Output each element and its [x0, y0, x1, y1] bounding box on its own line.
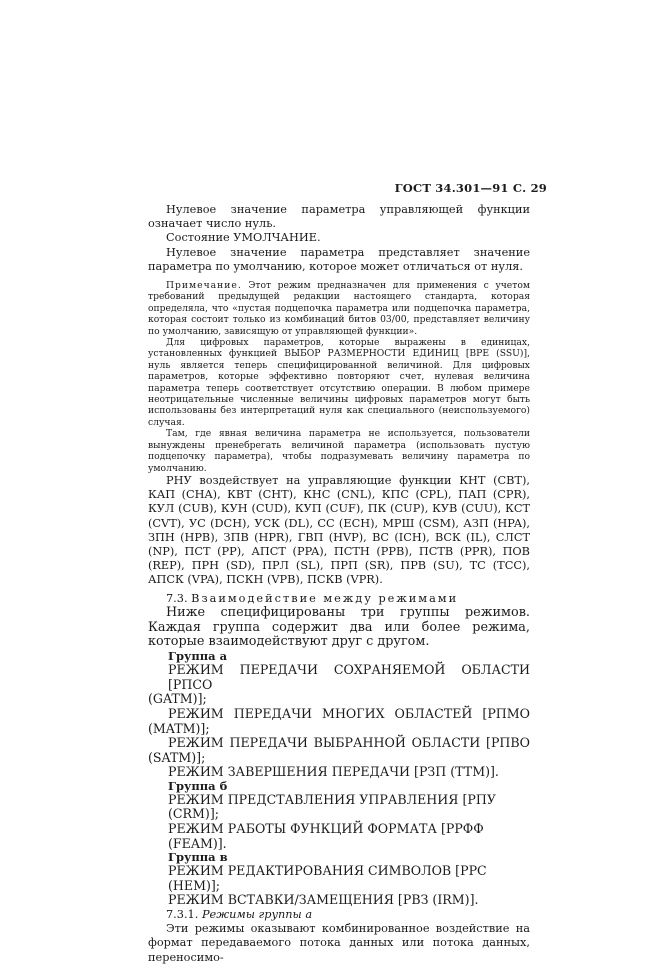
group-c-mode-1: РЕЖИМ РЕДАКТИРОВАНИЯ СИМВОЛОВ [РРС (HEM)];	[168, 863, 487, 893]
group-a-mode-3-line-2: (SATM)];	[148, 749, 206, 765]
paragraph-digital-parameters: Для цифровых параметров, которые выражены в единицах, установленных функцией ВЫБОР РАЗМЕРНОСТИ ЕДИНИЦ [ВРЕ (SSU)], нуль является теперь специфицированной величиной. Для цифровых параметров, которые эффективно повторяют счет, нулевая величина параметра теперь соответствует отсутствию операции. В любом примере неотрицательные численные величины цифровых параметров могут быть использованы без интерпретаций нуля как специального (неиспользуемого) случая.	[148, 337, 530, 428]
section-7-3-number: 7.3.	[166, 591, 188, 605]
group-a-mode-4: РЕЖИМ ЗАВЕРШЕНИЯ ПЕРЕДАЧИ [РЗП (TTM)].	[168, 764, 499, 780]
section-7-3-1-heading	[148, 908, 530, 922]
group-a-mode-2-line-2: (MATM)];	[148, 720, 210, 736]
section-7-3-heading	[148, 592, 530, 606]
group-a-mode-1-line-1: РЕЖИМ ПЕРЕДАЧИ СОХРАНЯЕМОЙ ОБЛАСТИ [РПСО	[168, 662, 530, 692]
note-text: Этот режим предназначен для применения с учетом требований предыдущей редакции настоящего стандарта, которая определяла, что «пустая подцепочка параметра или подцепочка параметра, которая состоит только из комбинаций битов 03/00, представляет величину по умолчанию, зависящую от управляющей функции».	[148, 280, 530, 337]
section-7-3-1-number: 7.3.1.	[166, 908, 199, 922]
page-content	[148, 203, 530, 965]
paragraph-zero-value: Нулевое значение параметра управляющей функции означает число нуль.	[148, 203, 530, 231]
group-b-label: Группа б	[168, 778, 228, 793]
section-7-3-1-text: Эти режимы оказывают комбинированное воздействие на формат передаваемого потока данных или потока данных, переносимо-	[148, 922, 530, 964]
group-b-mode-2: РЕЖИМ РАБОТЫ ФУНКЦИЙ ФОРМАТА [РРФФ (FEAM)].	[168, 821, 484, 851]
note-paragraph	[148, 280, 530, 337]
group-a-mode-1-line-2: (GATM)];	[148, 691, 207, 707]
group-a-mode-2-line-1: РЕЖИМ ПЕРЕДАЧИ МНОГИХ ОБЛАСТЕЙ [РПМО	[168, 705, 530, 721]
section-7-3-title: Взаимодействие между режимами	[191, 591, 459, 605]
group-a-mode-3-line-1: РЕЖИМ ПЕРЕДАЧИ ВЫБРАННОЙ ОБЛАСТИ [РПВО	[168, 735, 530, 751]
group-c-mode-2: РЕЖИМ ВСТАВКИ/ЗАМЕЩЕНИЯ [РВЗ (IRM)].	[168, 892, 479, 908]
group-c-label: Группа в	[168, 850, 228, 865]
group-a-label: Группа а	[168, 649, 228, 664]
paragraph-rnu-functions: РНУ воздействует на управляющие функции КНТ (CBT), КАП (CHA), КВТ (CHT), КНС (CNL), КПС (CPL), ПАП (CPR), КУЛ (CUB), КУН (CUD), КУП (CUF), ПК (CUP), КУВ (CUU), КСТ (CVT), УС (DCH), УСК (DL), СС (ECH), МРШ (CSM), АЗП (HPA), ЗПН (HPB), ЗПВ (HPR), ГВП (HVP), ВС (ICH), ВСК (IL), СЛСТ (NP), ПСТ (PP), АПСТ (PPA), ПСТН (PPB), ПСТВ (PPR), ПОВ (REP), ПРН (SD), ПРЛ (SL), ПРП (SR), ПРВ (SU), ТС (TCC), АПСК (VPA), ПСКН (VPB), ПСКВ (VPR).	[148, 473, 530, 587]
paragraph-explicit-value: Там, где явная величина параметра не используется, пользователи вынуждены пренебрегать величиной параметра (использовать пустую подцепочку параметра), чтобы подразумевать величину параметра по умолчанию.	[148, 428, 530, 474]
section-7-3-1-title: Режимы группы а	[201, 908, 313, 922]
page-header: ГОСТ 34.301—91 С. 29	[394, 181, 547, 195]
paragraph-default-state: Состояние УМОЛЧАНИЕ.	[166, 231, 321, 245]
group-b-mode-1: РЕЖИМ ПРЕДСТАВЛЕНИЯ УПРАВЛЕНИЯ [РПУ (CRM)];	[168, 791, 496, 822]
paragraph-default-value: Нулевое значение параметра представляет значение параметра по умолчанию, которое может отличаться от нуля.	[148, 245, 530, 273]
note-label: Примечание.	[166, 280, 242, 292]
section-7-3-intro: Ниже специфицированы три группы режимов. Каждая группа содержит два или более режима, которые взаимодействуют друг с другом.	[148, 604, 530, 650]
